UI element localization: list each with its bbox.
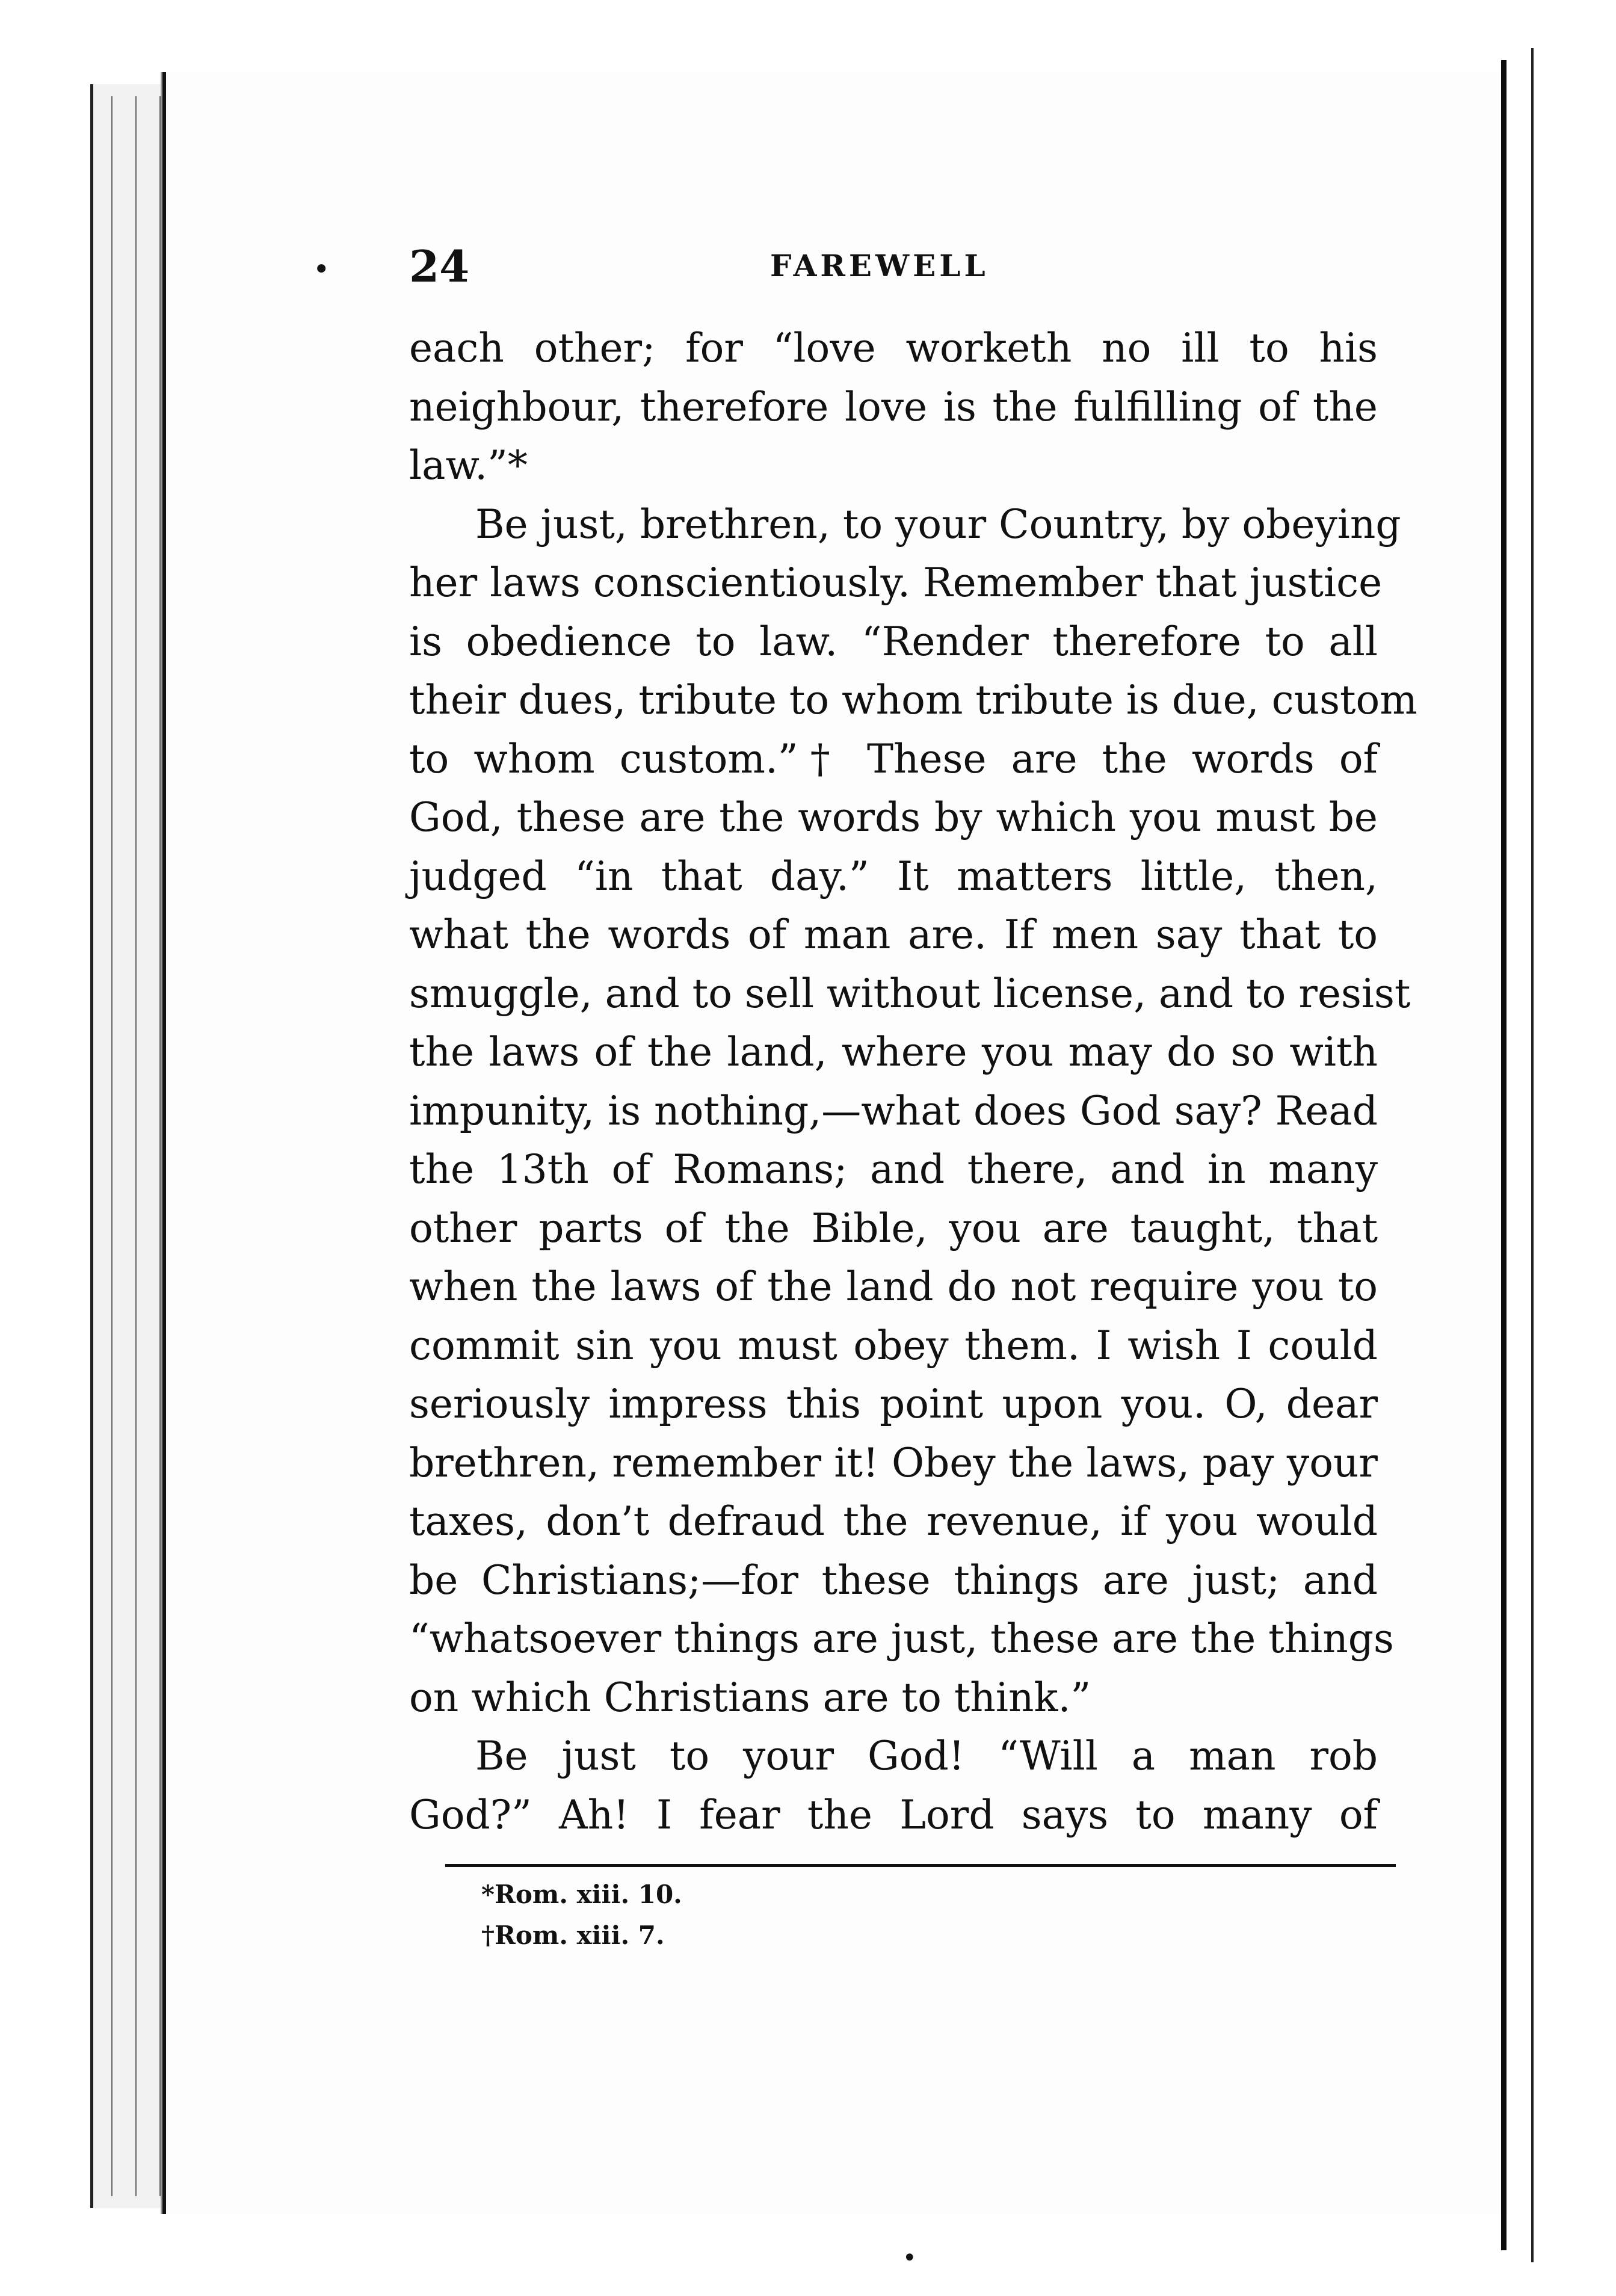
text-line: other parts of the Bible, you are taught, that [409,1205,1378,1251]
text-line: each other; for “love worketh no ill to his [409,325,1378,371]
footnotes [481,1874,682,1956]
text-line: taxes, don’t defraud the revenue, if you would [409,1498,1378,1545]
text-line: judged “in that day.” It matters little, then, [409,853,1378,900]
binding-shadow [1501,60,1507,2250]
speck: • [902,2244,917,2272]
text-line: brethren, remember it! Obey the laws, pay your [409,1439,1378,1486]
text-line: “whatsoever things are just, these are the things [409,1616,1394,1662]
page-edge [1531,48,1534,2262]
text-line: the 13th of Romans; and there, and in many [409,1146,1378,1193]
text-line: Be just to your God! “Will a man rob [475,1733,1378,1779]
text-line: law.”* [409,442,528,489]
text-line: neighbour, therefore love is the fulfilling of the [409,383,1378,430]
text-line: Be just, brethren, to your Country, by obeying [475,501,1401,548]
text-line: God, these are the words by which you must be [409,794,1378,841]
text-line: the laws of the land, where you may do so with [409,1029,1378,1075]
text-line: God?” Ah! I fear the Lord says to many of [409,1791,1378,1838]
text-line: to whom custom.”† These are the words of [409,735,1378,782]
footnote: *Rom. xiii. 10. [481,1880,682,1909]
text-line: impunity, is nothing,—what does God say? Read [409,1087,1378,1134]
running-head: FAREWELL [770,248,989,283]
body-text [409,319,1417,1844]
text-line: on which Christians are to think.” [409,1674,1091,1721]
page-number: 24 [409,241,470,292]
text-line: smuggle, and to sell without license, and to resist [409,970,1411,1017]
text-line: be Christians;—for these things are just; and [409,1557,1378,1603]
text-line: when the laws of the land do not require you to [409,1264,1378,1310]
text-line: their dues, tribute to whom tribute is due, custom [409,677,1417,723]
page-header [409,241,1384,292]
speck: • [313,253,330,286]
text-line: commit sin you must obey them. I wish I could [409,1322,1378,1369]
text-line: is obedience to law. “Render therefore to all [409,618,1378,665]
text-line: what the words of man are. If men say that to [409,912,1378,958]
footnote-rule [445,1864,1396,1867]
text-line: her laws conscientiously. Remember that justice [409,560,1383,606]
footnote: †Rom. xiii. 7. [481,1921,665,1950]
text-line: seriously impress this point upon you. O, dear [409,1381,1378,1427]
